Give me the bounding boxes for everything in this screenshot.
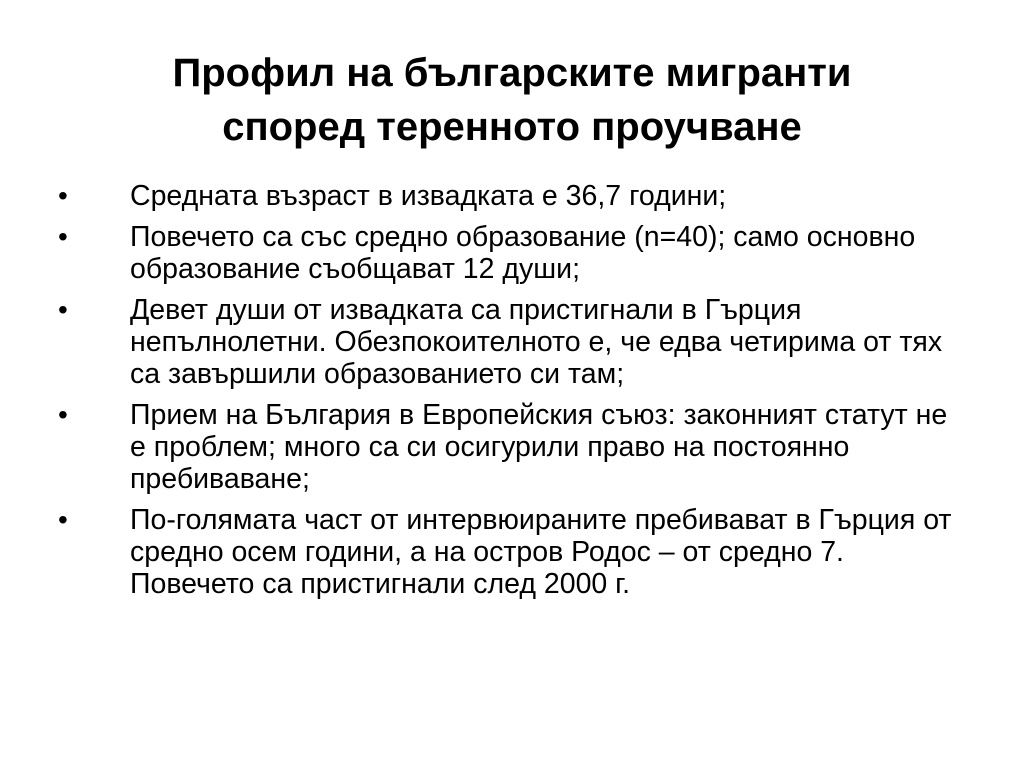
bullet-icon: • [58,504,68,535]
bullet-text: По-голямата част от интервюираните пребивават в Гърция от средно осем години, а на остров Родос – от средно 7. Повечето са пристигнали след 2000 г. [130,504,952,600]
bullet-icon: • [58,180,68,211]
bullet-text: Средната възраст в извадката е 36,7 години; [130,180,727,212]
bullet-item-education [0,221,1024,285]
bullet-text: Девет души от извадката са пристигнали в Гърция непълнолетни. Обезпокоителното е, че едва четирима от тях са завършили образованието си там; [130,294,943,390]
bullet-icon: • [58,221,68,252]
bullet-icon: • [58,294,68,325]
bullet-item-eu-accession [0,399,1024,495]
bullet-item-minors [0,294,1024,390]
bullet-list [0,180,1024,609]
slide-title [40,46,984,154]
slide-title-line-2: според теренното проучване [222,105,802,149]
bullet-text: Повечето са със средно образование (n=40); само основно образование съобщават 12 души; [130,221,916,285]
bullet-item-age [0,180,1024,212]
bullet-icon: • [58,399,68,430]
bullet-item-residence [0,504,1024,600]
bullet-text: Прием на България в Европейския съюз: законният статут не е проблем; много са си осигурили право на постоянно пребиваване; [130,399,948,495]
slide-title-line-1: Профил на българските мигранти [172,51,852,95]
